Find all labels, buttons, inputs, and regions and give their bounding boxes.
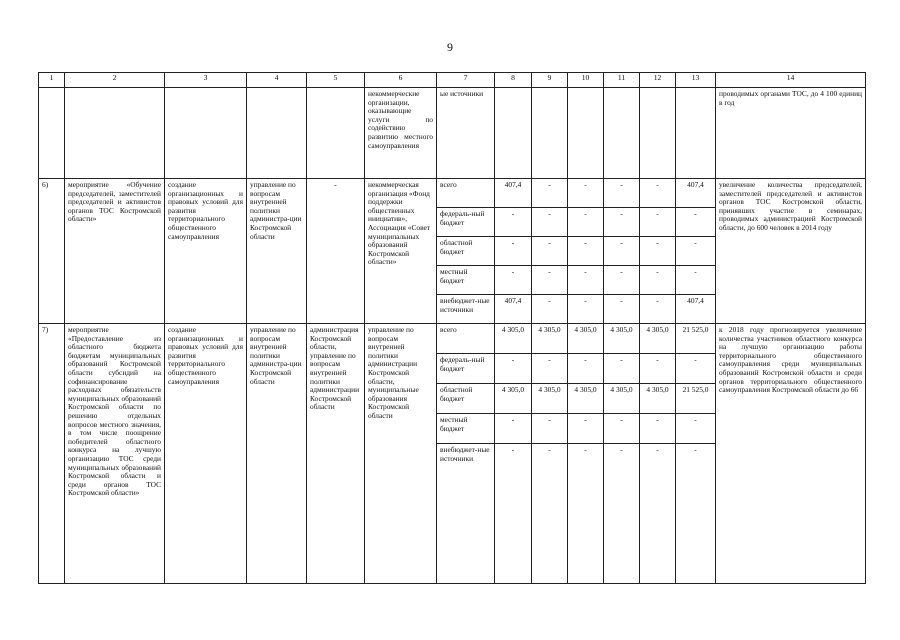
value-cell: 4 305,0 — [640, 324, 676, 354]
value-cell: - — [676, 208, 716, 237]
value-cell: - — [604, 208, 640, 237]
cell — [247, 88, 307, 179]
activity-goal: создание организационных и правовых условий для развития территориального общественного самоуправления — [165, 324, 247, 584]
value-cell: - — [676, 414, 716, 444]
value-cell: - — [604, 354, 640, 384]
result-cell: проводимых органами ТОС, до 4 100 единиц в год — [716, 88, 866, 179]
activity-recipients: некоммерческая организация «Фонд поддержки общественных инициатив», Ассоциация «Совет муниципальных образований Костромской области» — [365, 179, 437, 324]
value-cell: - — [532, 295, 568, 324]
value-cell: - — [676, 444, 716, 584]
value-cell: 407,4 — [676, 295, 716, 324]
value-cell: - — [495, 208, 532, 237]
cell — [39, 88, 65, 179]
source-label: федераль-ный бюджет — [437, 354, 495, 384]
header-cell: 3 — [165, 73, 247, 88]
activity-name: мероприятие «Предоставление из областного бюджета бюджетам муниципальных образований Костромской области субсидий на софинансирование расходных обязательств муниципальных образований Костромской области по решению отдельных вопросов местного значения, в том числе поощрение победителей областного конкурса на лучшую организацию ТОС среди муниципальных образований Костромской области и среди органов ТОС Костромской области» — [65, 324, 165, 584]
source-label: местный бюджет — [437, 414, 495, 444]
source-cell: ые источники — [437, 88, 495, 179]
value-cell: - — [568, 295, 604, 324]
value-cell: - — [604, 237, 640, 266]
value-cell: - — [676, 266, 716, 295]
value-cell: - — [568, 414, 604, 444]
value-cell: - — [568, 266, 604, 295]
value-cell: 407,4 — [495, 295, 532, 324]
cell — [65, 88, 165, 179]
value-cell: - — [532, 354, 568, 384]
header-cell: 2 — [65, 73, 165, 88]
activity-name: мероприятие «Обучение председателей, заместителей председателей и активистов органов ТОС Костромской области» — [65, 179, 165, 324]
value-cell: - — [568, 354, 604, 384]
value-cell: - — [640, 237, 676, 266]
activity-executor: управление по вопросам внутренней политики администра-ции Костромской области — [247, 179, 307, 324]
value-cell: 21 525,0 — [676, 384, 716, 414]
recipients-cell: некоммерческие организации, оказывающие услуги по содействию развитию местного самоуправления — [365, 88, 437, 179]
value-cell: 4 305,0 — [568, 324, 604, 354]
header-cell: 5 — [307, 73, 365, 88]
value-cell: - — [568, 237, 604, 266]
source-label: всего — [437, 324, 495, 354]
value-cell: - — [495, 237, 532, 266]
activity-coexecutor: - — [307, 179, 365, 324]
value-cell: - — [532, 414, 568, 444]
header-cell: 14 — [716, 73, 866, 88]
activity-result: увеличение количества председателей, заместителей председателей и активистов органов ТОС Костромской области, принявших участие в семинарах, проводимых администрацией Костромской области, до 600 человек в 2014 году — [716, 179, 866, 324]
header-cell: 13 — [676, 73, 716, 88]
value-cell: 4 305,0 — [568, 384, 604, 414]
value-cell: - — [604, 266, 640, 295]
header-row — [39, 73, 866, 88]
value-cell: 407,4 — [495, 179, 532, 208]
value-cell: - — [640, 179, 676, 208]
value-cell: - — [532, 444, 568, 584]
value-cell: - — [604, 295, 640, 324]
item-7-row — [39, 324, 866, 354]
value-cell: - — [640, 354, 676, 384]
activity-goal: создание организационных и правовых условий для развития территориального общественного самоуправления — [165, 179, 247, 324]
value-cell: - — [568, 179, 604, 208]
value-cell: - — [676, 237, 716, 266]
value-cell: - — [604, 414, 640, 444]
value-cell: 21 525,0 — [676, 324, 716, 354]
activity-coexecutor: администрация Костромской области, управление по вопросам внутренней политики администрации Костромской области — [307, 324, 365, 584]
header-cell: 9 — [532, 73, 568, 88]
value-cell: - — [532, 266, 568, 295]
cell — [640, 88, 676, 179]
item-number: 7) — [39, 324, 65, 584]
header-cell: 10 — [568, 73, 604, 88]
source-label: местный бюджет — [437, 266, 495, 295]
value-cell: 4 305,0 — [495, 324, 532, 354]
header-cell: 6 — [365, 73, 437, 88]
source-label: областной бюджет — [437, 237, 495, 266]
header-cell: 4 — [247, 73, 307, 88]
value-cell: 4 305,0 — [532, 324, 568, 354]
value-cell: - — [495, 414, 532, 444]
source-label: федераль-ный бюджет — [437, 208, 495, 237]
value-cell: - — [676, 354, 716, 384]
value-cell: 4 305,0 — [604, 324, 640, 354]
value-cell: - — [532, 208, 568, 237]
source-label: внебюджет-ные источники — [437, 444, 495, 584]
header-cell: 1 — [39, 73, 65, 88]
value-cell: - — [495, 354, 532, 384]
value-cell: - — [640, 208, 676, 237]
value-cell: - — [495, 444, 532, 584]
value-cell: 4 305,0 — [495, 384, 532, 414]
value-cell: - — [568, 208, 604, 237]
item-number: 6) — [39, 179, 65, 324]
value-cell: - — [532, 237, 568, 266]
activity-result: к 2018 году прогнозируется увеличение количества участников областного конкурса на лучшую организацию работы территориального общественного самоуправления среди муниципальных образований Костромской области и среди органов территориального общественного самоуправления Костромской области до 66 — [716, 324, 866, 584]
value-cell: - — [495, 266, 532, 295]
value-cell: - — [568, 444, 604, 584]
value-cell: 4 305,0 — [532, 384, 568, 414]
value-cell: 407,4 — [676, 179, 716, 208]
value-cell: 4 305,0 — [604, 384, 640, 414]
header-cell: 8 — [495, 73, 532, 88]
value-cell: 4 305,0 — [640, 384, 676, 414]
source-label: всего — [437, 179, 495, 208]
value-cell: - — [604, 179, 640, 208]
header-cell: 12 — [640, 73, 676, 88]
cell — [676, 88, 716, 179]
source-label: областной бюджет — [437, 384, 495, 414]
cell — [604, 88, 640, 179]
cell — [532, 88, 568, 179]
value-cell: - — [640, 414, 676, 444]
activity-recipients: управление по вопросам внутренней политики администрации Костромской области, муниципальные образования Костромской области — [365, 324, 437, 584]
header-cell: 11 — [604, 73, 640, 88]
value-cell: - — [532, 179, 568, 208]
program-activities-table — [38, 72, 866, 584]
source-label: внебюджет-ные источники — [437, 295, 495, 324]
activity-executor: управление по вопросам внутренней политики администра-ции Костромской области — [247, 324, 307, 584]
cell — [165, 88, 247, 179]
header-cell: 7 — [437, 73, 495, 88]
cell — [568, 88, 604, 179]
item-6-row — [39, 179, 866, 208]
continuation-row — [39, 88, 866, 179]
cell — [307, 88, 365, 179]
value-cell: - — [640, 266, 676, 295]
value-cell: - — [640, 444, 676, 584]
value-cell: - — [604, 444, 640, 584]
cell — [495, 88, 532, 179]
value-cell: - — [640, 295, 676, 324]
page-number: 9 — [447, 40, 453, 54]
